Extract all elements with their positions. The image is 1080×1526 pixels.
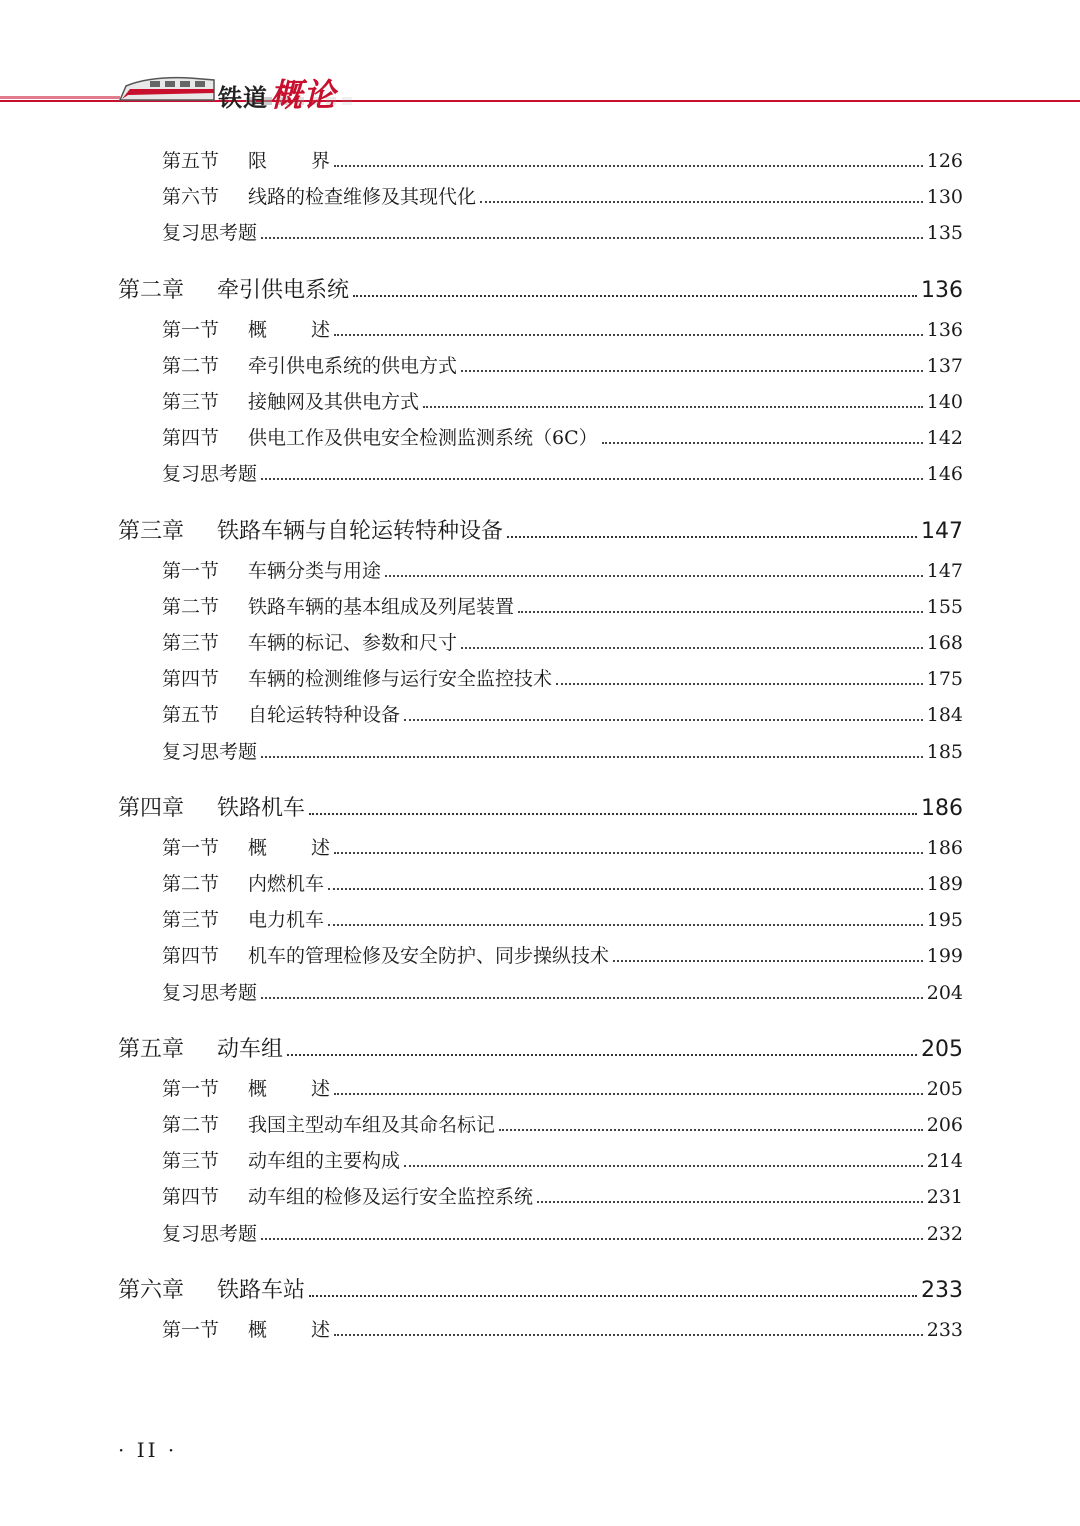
toc-entry-title: 我国主型动车组及其命名标记 <box>248 1114 496 1136</box>
toc-entry-number: 第四章 <box>118 795 185 821</box>
book-title-plain: 铁道 <box>218 84 268 112</box>
dot-leader <box>261 997 923 999</box>
dot-leader <box>404 719 923 721</box>
toc-entry-page: 233 <box>921 1277 963 1303</box>
toc-entry-page: 155 <box>926 595 963 618</box>
toc-section-entry[interactable] <box>162 833 963 859</box>
dot-leader <box>385 575 923 577</box>
toc-section-entry[interactable] <box>162 315 963 341</box>
toc-entry-number: 第六章 <box>118 1277 185 1303</box>
dot-leader <box>334 1093 923 1095</box>
toc-entry-title: 接触网及其供电方式 <box>248 391 420 413</box>
toc-entry-number: 第四节 <box>162 427 220 450</box>
toc-entry-number: 第五节 <box>162 704 220 727</box>
toc-entry-number: 第四节 <box>162 668 220 691</box>
dot-leader <box>499 1129 923 1131</box>
toc-section-entry[interactable] <box>162 387 963 413</box>
toc-entry-number: 第五章 <box>118 1036 185 1062</box>
dot-leader <box>334 852 923 854</box>
toc-entry-title: 复习思考题 <box>162 463 258 486</box>
toc-entry-page: 231 <box>926 1186 963 1209</box>
toc-section-entry[interactable] <box>162 628 963 654</box>
toc-entry-title: 电力机车 <box>248 909 325 932</box>
toc-entry-number: 第四节 <box>162 945 220 968</box>
toc-entry-title: 牵引供电系统 <box>217 277 350 303</box>
toc-section-entry[interactable] <box>162 423 963 449</box>
toc-chapter-entry[interactable] <box>118 1032 963 1062</box>
toc-entry-title: 动车组的检修及运行安全监控系统 <box>248 1186 534 1209</box>
book-title <box>218 70 337 114</box>
toc-entry-title <box>248 146 330 173</box>
toc-entry-page: 204 <box>926 981 963 1004</box>
toc-entry-title: 动车组的主要构成 <box>248 1150 401 1173</box>
toc-entry-number: 第一节 <box>162 836 220 859</box>
toc-entry-title <box>248 1074 330 1101</box>
toc-section-entry[interactable] <box>162 1182 963 1208</box>
toc-entry-title: 铁路车站 <box>217 1277 306 1303</box>
toc-entry-page: 233 <box>926 1318 963 1341</box>
dot-leader <box>287 1054 917 1056</box>
toc-entry-number: 第五节 <box>162 150 220 172</box>
toc-section-entry[interactable] <box>162 978 963 1004</box>
toc-entry-page: 142 <box>926 427 963 450</box>
toc-entry-number: 第一节 <box>162 318 220 341</box>
toc-entry-title: 牵引供电系统的供电方式 <box>248 354 458 377</box>
toc-entry-page: 136 <box>921 277 963 303</box>
dot-leader <box>537 1201 923 1203</box>
dot-leader <box>507 536 917 538</box>
toc-section-entry[interactable] <box>162 941 963 967</box>
dot-leader <box>334 165 923 167</box>
toc-entry-title-char: 述 <box>311 836 331 859</box>
toc-entry-page: 189 <box>926 873 963 895</box>
toc-entry-number: 第六节 <box>162 186 220 209</box>
dot-leader <box>602 442 923 444</box>
toc-entry-page: 186 <box>926 836 963 859</box>
toc-entry-page: 135 <box>926 222 963 245</box>
toc-section-entry[interactable] <box>162 1146 963 1172</box>
toc-entry-title: 机车的管理检修及安全防护、同步操纵技术 <box>248 945 610 968</box>
toc-entry-page: 185 <box>926 740 963 763</box>
toc-entry-page: 205 <box>921 1036 963 1062</box>
toc-entry-number: 第二节 <box>162 873 220 895</box>
toc-entry-title: 复习思考题 <box>162 1222 258 1245</box>
toc-chapter-entry[interactable] <box>118 273 963 303</box>
toc-entry-page: 137 <box>926 354 963 377</box>
page-number: · II · <box>118 1438 178 1462</box>
toc-chapter-entry[interactable] <box>118 1273 963 1303</box>
dot-leader <box>461 370 923 372</box>
toc-entry-title: 铁路车辆与自轮运转特种设备 <box>217 518 504 544</box>
toc-section-entry[interactable] <box>162 182 963 208</box>
toc-entry-title: 动车组 <box>217 1036 284 1062</box>
toc-entry-page: 130 <box>926 186 963 209</box>
toc-entry-number: 第三节 <box>162 632 220 654</box>
dot-leader <box>613 960 923 962</box>
toc-entry-page: 146 <box>926 463 963 486</box>
toc-entry-page: 140 <box>926 391 963 413</box>
toc-entry-title-char: 述 <box>311 1318 331 1341</box>
dot-leader <box>423 406 923 408</box>
book-title-accent: 概论 <box>270 76 337 114</box>
toc-entry-title: 供电工作及供电安全检测监测系统（6C） <box>248 427 598 450</box>
dot-leader <box>309 1295 917 1297</box>
toc-entry-page: 232 <box>926 1222 963 1245</box>
toc-entry-number: 第三章 <box>118 518 185 544</box>
toc-entry-title: 线路的检查维修及其现代化 <box>248 186 477 209</box>
toc-entry-title-char: 限 <box>248 150 268 172</box>
toc-entry-number: 第一节 <box>162 1318 220 1341</box>
toc-section-entry[interactable] <box>162 146 963 172</box>
dot-leader <box>404 1165 923 1167</box>
toc-entry-number: 第三节 <box>162 391 220 413</box>
toc-entry-title-char: 述 <box>311 318 331 341</box>
toc-entry-page: 205 <box>926 1077 963 1100</box>
toc-entry-number: 第二章 <box>118 277 185 303</box>
dot-leader <box>518 611 923 613</box>
toc-entry-number: 第三节 <box>162 909 220 932</box>
dot-leader <box>334 334 923 336</box>
toc-section-entry[interactable] <box>162 737 963 763</box>
dot-leader <box>328 924 923 926</box>
toc-section-entry[interactable] <box>162 592 963 618</box>
dot-leader <box>328 888 923 890</box>
toc-section-entry[interactable] <box>162 869 963 895</box>
toc-entry-title-char: 述 <box>311 1077 331 1100</box>
toc-entry-title <box>248 833 330 860</box>
toc-section-entry[interactable] <box>162 1074 963 1100</box>
toc-entry-page: 195 <box>926 909 963 932</box>
toc-entry-page: 136 <box>926 318 963 341</box>
toc-section-entry[interactable] <box>162 1315 963 1341</box>
toc-entry-title: 内燃机车 <box>248 873 325 895</box>
toc-section-entry[interactable] <box>162 556 963 582</box>
toc-entry-title: 车辆的标记、参数和尺寸 <box>248 632 458 654</box>
toc-entry-title-char: 概 <box>248 1077 268 1100</box>
toc-entry-page: 199 <box>926 945 963 968</box>
toc-entry-title-char: 界 <box>311 150 331 172</box>
toc-entry-title: 车辆的检测维修与运行安全监控技术 <box>248 668 553 691</box>
toc-entry-title <box>248 315 330 342</box>
toc-section-entry[interactable] <box>162 905 963 931</box>
toc-entry-title: 复习思考题 <box>162 222 258 245</box>
toc-section-entry[interactable] <box>162 351 963 377</box>
toc-entry-page: 184 <box>926 704 963 727</box>
toc-section-entry[interactable] <box>162 1219 963 1245</box>
toc-entry-page: 147 <box>926 559 963 582</box>
toc-entry-title: 铁路车辆的基本组成及列尾装置 <box>248 595 515 618</box>
toc-entry-title: 复习思考题 <box>162 981 258 1004</box>
running-header <box>0 0 1080 120</box>
toc-section-entry[interactable] <box>162 664 963 690</box>
toc-entry-number: 第二节 <box>162 1114 220 1136</box>
toc-entry-title-char: 概 <box>248 318 268 341</box>
toc-entry-page: 168 <box>926 632 963 654</box>
toc-entry-page: 126 <box>926 150 963 172</box>
toc-chapter-entry[interactable] <box>118 514 963 544</box>
toc-entry-title-char: 概 <box>248 836 268 859</box>
dot-leader <box>461 647 923 649</box>
dot-leader <box>261 1238 923 1240</box>
toc-entry-title: 铁路机车 <box>217 795 306 821</box>
toc-entry-number: 第三节 <box>162 1150 220 1173</box>
dot-leader <box>480 201 923 203</box>
dot-leader <box>556 683 923 685</box>
toc-entry-page: 175 <box>926 668 963 691</box>
toc-section-entry[interactable] <box>162 459 963 485</box>
toc-entry-page: 147 <box>921 518 963 544</box>
dot-leader <box>353 295 917 297</box>
dot-leader <box>309 813 917 815</box>
toc-entry-title-char: 概 <box>248 1318 268 1341</box>
train-logo-icon <box>0 0 1080 120</box>
toc-entry-number: 第一节 <box>162 1077 220 1100</box>
toc-entry-number: 第一节 <box>162 559 220 582</box>
toc-entry-page: 214 <box>926 1150 963 1173</box>
toc-entry-page: 186 <box>921 795 963 821</box>
toc-entry-number: 第四节 <box>162 1186 220 1209</box>
toc-section-entry[interactable] <box>162 1110 963 1136</box>
toc-chapter-entry[interactable] <box>118 791 963 821</box>
toc-entry-page: 206 <box>926 1114 963 1136</box>
dot-leader <box>261 478 923 480</box>
toc-entry-number: 第二节 <box>162 354 220 377</box>
toc-section-entry[interactable] <box>162 700 963 726</box>
toc-section-entry[interactable] <box>162 218 963 244</box>
toc-entry-title: 自轮运转特种设备 <box>248 704 401 727</box>
toc-entry-title: 复习思考题 <box>162 740 258 763</box>
dot-leader <box>261 237 923 239</box>
toc-entry-number: 第二节 <box>162 595 220 618</box>
dot-leader <box>261 756 923 758</box>
toc-entry-title <box>248 1315 330 1342</box>
toc-entry-title: 车辆分类与用途 <box>248 559 382 582</box>
dot-leader <box>334 1334 923 1336</box>
